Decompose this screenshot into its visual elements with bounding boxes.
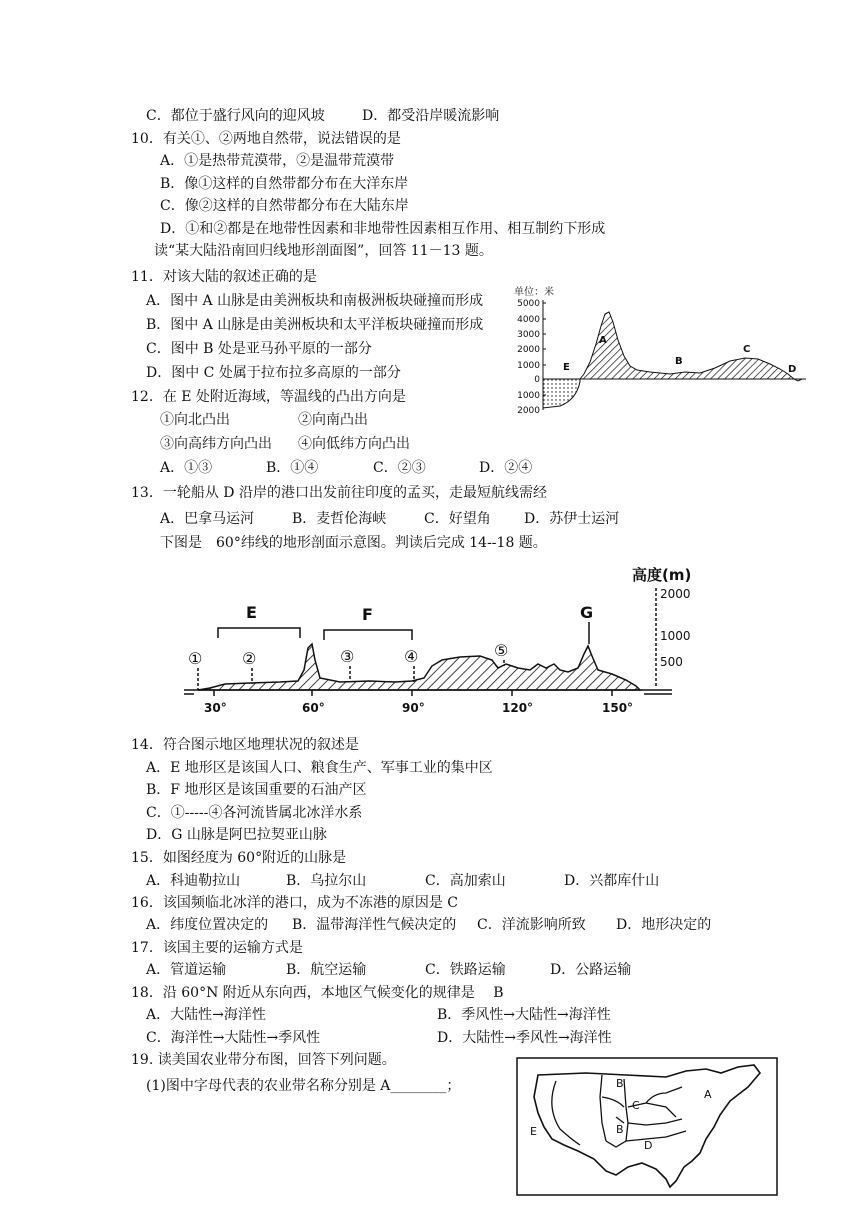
- q10-option-d: D．①和②都是在地带性因素和非地带性因素相互作用、相互制约下形成: [160, 221, 606, 237]
- q17-option-b: B．航空运输: [286, 962, 367, 978]
- fig1-ytick: 2000: [517, 345, 540, 355]
- intro-14-18: 下图是 60°纬线的地形剖面示意图。判读后完成 14--18 题。: [160, 535, 547, 551]
- region-f-bracket: [324, 630, 412, 640]
- q11-option-a: A．图中 A 山脉是由美洲板块和南极洲板块碰撞而形成: [146, 293, 484, 309]
- q10-option-c: C．像②这样的自然带都分布在大陆东岸: [160, 198, 409, 214]
- fig2-xtick: 90°: [402, 701, 425, 715]
- fig2-ytick: 500: [660, 655, 683, 669]
- fig2-ytitle: 高度(m): [632, 566, 692, 584]
- label-a-andes: A: [599, 335, 607, 346]
- fig1-ytick: 2000: [517, 406, 540, 416]
- q16-option-b: B．温带海洋性气候决定的: [292, 917, 457, 933]
- q16-option-c: C．洋流影响所致: [477, 917, 586, 933]
- intro-11-13: 读“某大陆沿南回归线地形剖面图”，回答 11－13 题。: [154, 243, 493, 259]
- fig1-ytick: 5000: [517, 299, 540, 309]
- fig1-ytick: 0: [534, 375, 540, 385]
- region-f-label: F: [362, 605, 373, 624]
- q12-option-d: D．②④: [479, 460, 533, 476]
- q15-option-c: C．高加索山: [425, 873, 506, 889]
- label-e-ocean: E: [563, 362, 570, 373]
- q10-stem: 10．有关①、②两地自然带，说法错误的是: [131, 131, 401, 147]
- q18-stem: 18．沿 60°N 附近从东向西，本地区气候变化的规律是 B: [131, 985, 504, 1001]
- river-4-marker: ④: [404, 647, 419, 666]
- pacific-ocean-depth: [543, 379, 580, 408]
- fig1-ytick: 1000: [517, 361, 540, 371]
- q14-option-b: B．F 地形区是该国重要的石油产区: [146, 782, 367, 798]
- q9-option-c: C．都位于盛行风向的迎风坡: [146, 108, 325, 124]
- q14-option-c: C．①-----④各河流皆属北冰洋水系: [146, 805, 363, 821]
- fig2-xtick: 120°: [502, 701, 534, 715]
- q16-option-d: D．地形决定的: [616, 917, 712, 933]
- q12-option-b: B．①④: [266, 460, 319, 476]
- q13-stem: 13．一轮船从 D 沿岸的港口出发前往印度的孟买，走最短航线需经: [131, 485, 547, 501]
- q18-option-d: D．大陆性→季风性→海洋性: [437, 1030, 612, 1046]
- region-g-label: G: [580, 603, 594, 622]
- river-1-marker: ①: [188, 649, 203, 668]
- q12-stem: 12．在 E 处附近海域，等温线的凸出方向是: [131, 389, 406, 405]
- q13-option-d: D．苏伊士运河: [524, 511, 620, 527]
- q16-option-a: A．纬度位置决定的: [146, 917, 269, 933]
- q17-option-a: A．管道运输: [146, 962, 227, 978]
- belt-label-d: D: [644, 1139, 653, 1152]
- q15-option-d: D．兴都库什山: [564, 873, 660, 889]
- lat60-profile-figure: [180, 560, 720, 720]
- q9-option-d: D．都受沿岸暖流影响: [362, 108, 500, 124]
- q18-option-b: B．季风性→大陆性→海洋性: [437, 1007, 611, 1023]
- q18-option-c: C．海洋性→大陆性→季风性: [146, 1030, 321, 1046]
- fig2-xtick: 30°: [204, 701, 227, 715]
- q15-option-a: A．科迪勒拉山: [146, 873, 241, 889]
- q13-option-a: A．巴拿马运河: [160, 511, 255, 527]
- q12-statement-2: ②向南凸出: [298, 412, 368, 428]
- q15-stem: 15．如图经度为 60°附近的山脉是: [131, 850, 347, 866]
- region-e-bracket: [218, 628, 300, 638]
- us-agriculture-map: [516, 1057, 778, 1197]
- q10-option-b: B．像①这样的自然带都分布在大洋东岸: [160, 176, 409, 192]
- q12-option-a: A．①③: [160, 460, 213, 476]
- fig1-ytick: 3000: [517, 330, 540, 340]
- q12-statement-1: ①向北凸出: [160, 412, 230, 428]
- unit-label: 单位：米: [514, 287, 554, 298]
- q11-option-c: C．图中 B 处是亚马孙平原的一部分: [146, 341, 372, 357]
- q14-stem: 14．符合图示地区地理状况的叙述是: [131, 737, 359, 753]
- q13-option-b: B．麦哲伦海峡: [292, 511, 387, 527]
- fig1-ytick: 1000: [517, 391, 540, 401]
- q19-stem: 19. 读美国农业带分布图，回答下列问题。: [131, 1052, 396, 1068]
- land-profile: [580, 312, 802, 381]
- q12-option-c: C．②③: [373, 460, 426, 476]
- label-c-plateau: C: [743, 344, 751, 355]
- q11-stem: 11．对该大陆的叙述正确的是: [131, 269, 317, 285]
- q17-option-d: D．公路运输: [550, 962, 632, 978]
- fig2-xtick: 60°: [302, 701, 325, 715]
- label-d-coast: D: [788, 364, 797, 375]
- terrain-profile: [198, 644, 640, 690]
- river-5-marker: ⑤: [494, 641, 509, 660]
- belt-label-c: C: [632, 1099, 640, 1112]
- q13-option-c: C．好望角: [424, 511, 491, 527]
- q16-stem: 16．该国频临北冰洋的港口，成为不冻港的原因是 C: [131, 895, 458, 911]
- tropic-profile-figure: [510, 282, 810, 417]
- belt-label-b-south: B: [616, 1123, 624, 1136]
- q12-statement-3: ③向高纬方向凸出: [160, 436, 272, 452]
- fig2-ytick: 1000: [660, 629, 691, 643]
- q15-option-b: B．乌拉尔山: [286, 873, 367, 889]
- q10-option-a: A．①是热带荒漠带，②是温带荒漠带: [160, 153, 395, 169]
- q14-option-a: A．E 地形区是该国人口、粮食生产、军事工业的集中区: [146, 760, 493, 776]
- q12-statement-4: ④向低纬方向凸出: [298, 436, 410, 452]
- q11-option-d: D．图中 C 处属于拉布拉多高原的一部分: [146, 365, 401, 381]
- label-b-plain: B: [675, 356, 683, 367]
- fig2-ytick: 2000: [660, 587, 691, 601]
- q18-option-a: A．大陆性→海洋性: [146, 1007, 266, 1023]
- river-2-marker: ②: [242, 649, 257, 668]
- fig2-xtick: 150°: [602, 701, 634, 715]
- q11-option-b: B．图中 A 山脉是由美洲板块和太平洋板块碰撞而形成: [146, 317, 484, 333]
- q14-option-d: D．G 山脉是阿巴拉契亚山脉: [146, 827, 327, 843]
- river-3-marker: ③: [340, 647, 355, 666]
- belt-label-e: E: [530, 1125, 537, 1138]
- belt-label-a: A: [704, 1088, 712, 1101]
- q17-option-c: C．铁路运输: [425, 962, 506, 978]
- belt-label-b-north: B: [616, 1077, 624, 1090]
- q17-stem: 17．该国主要的运输方式是: [131, 940, 303, 956]
- q19-subquestion-1: (1)图中字母代表的农业带名称分别是 A________；: [146, 1078, 461, 1094]
- fig1-ytick: 4000: [517, 315, 540, 325]
- region-e-label: E: [246, 603, 257, 622]
